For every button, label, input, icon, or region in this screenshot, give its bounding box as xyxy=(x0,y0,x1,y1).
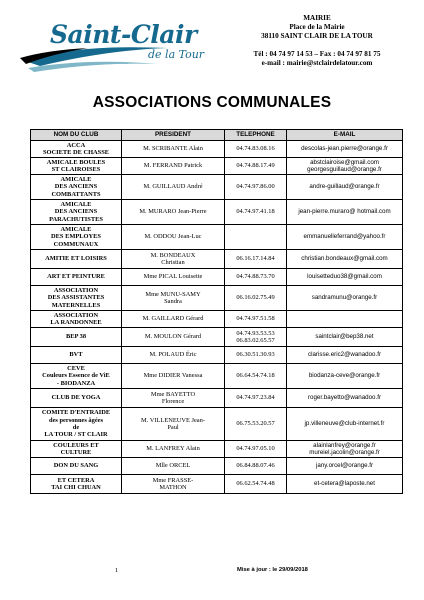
club-cell-line: COMBATTANTS xyxy=(51,190,101,198)
club-cell xyxy=(31,389,122,408)
president-cell xyxy=(122,225,225,250)
president-cell xyxy=(122,389,225,408)
club-cell xyxy=(31,250,122,269)
club-cell xyxy=(31,158,122,175)
club-cell-line: CULTURE xyxy=(60,449,92,456)
phone-cell xyxy=(225,175,287,200)
club-cell-line: BEP 38 xyxy=(65,333,87,341)
club-cell-line: DON DU SANG xyxy=(53,462,99,470)
president-cell-line: M. SCRIBANTE Alain xyxy=(143,145,203,153)
table-row xyxy=(31,311,403,328)
club-cell xyxy=(31,441,122,458)
table-row xyxy=(31,225,403,250)
club-cell xyxy=(31,475,122,494)
club-cell xyxy=(31,269,122,286)
club-cell-line: COULEURS ET xyxy=(53,441,99,449)
club-cell-line: LA TOUR / ST CLAIR xyxy=(44,431,108,439)
phone-cell-line: 04.74.97.05.10 xyxy=(236,445,275,453)
phone-cell-line: 04.74.97.41.18 xyxy=(236,208,275,216)
mairie-line: 38110 SAINT CLAIR DE LA TOUR xyxy=(261,32,373,40)
table-row xyxy=(31,250,403,269)
email-cell xyxy=(287,158,403,175)
phone-cell xyxy=(225,347,287,364)
email-cell-line: descolas-jean.pierre@orange.fr xyxy=(301,145,388,153)
phone-cell-line: 06.84.88.07.46 xyxy=(236,462,275,470)
president-cell xyxy=(122,475,225,494)
email-cell xyxy=(287,458,403,475)
column-header: NOM DU CLUB xyxy=(31,130,122,141)
president-cell-line: M. MOULON Gérard xyxy=(144,333,202,341)
phone-cell xyxy=(225,364,287,389)
club-cell-line: COMITE D'ENTRAIDE xyxy=(41,409,111,417)
club-cell xyxy=(31,200,122,225)
president-cell xyxy=(122,200,225,225)
president-cell-line: Christian xyxy=(161,259,185,266)
email-cell-line: louisetteduo38@gmail.com xyxy=(307,273,382,281)
logo-title: Saint-Clair xyxy=(50,20,197,49)
email-cell xyxy=(287,441,403,458)
email-cell-line: jp.villeneuve@club-internet.fr xyxy=(304,420,385,428)
president-cell-line: M. LANFREY Alain xyxy=(146,445,200,453)
mairie-line: MAIRIE xyxy=(303,14,331,22)
club-cell xyxy=(31,347,122,364)
club-cell xyxy=(31,458,122,475)
phone-cell-line: 06.30.51.30.93 xyxy=(236,351,275,359)
update-date: Mise à jour : le 29/09/2018 xyxy=(237,567,308,573)
president-cell xyxy=(122,250,225,269)
club-cell-line: AMICALE xyxy=(60,200,92,208)
phone-cell-line: 04.74.97.86.00 xyxy=(236,183,275,191)
president-cell xyxy=(122,458,225,475)
mairie-contact-block xyxy=(232,14,402,68)
president-cell-line: M. BONDEAUX xyxy=(150,251,196,259)
president-cell-line: M. ODDOU Jean-Luc xyxy=(144,233,202,241)
president-cell xyxy=(122,441,225,458)
club-cell xyxy=(31,364,122,389)
logo xyxy=(18,14,208,76)
club-cell-line: ACCA xyxy=(66,141,86,149)
president-cell-line: M. VILLENEUVE Jean- xyxy=(141,416,205,424)
club-cell-line: ART ET PEINTURE xyxy=(47,273,105,281)
email-cell-line: andre-guillaud@orange.fr xyxy=(309,183,380,191)
club-cell-line: ST CLAIROISES xyxy=(51,166,101,173)
column-header: E-MAIL xyxy=(287,130,403,141)
president-cell xyxy=(122,311,225,328)
phone-cell xyxy=(225,225,287,250)
phone-cell xyxy=(225,389,287,408)
phone-cell xyxy=(225,200,287,225)
email-cell xyxy=(287,269,403,286)
email-cell xyxy=(287,286,403,311)
table-row xyxy=(31,441,403,458)
phone-cell xyxy=(225,441,287,458)
president-cell xyxy=(122,158,225,175)
phone-cell-line: 04.74.88.17.49 xyxy=(236,162,275,170)
club-cell-line: MATERNELLES xyxy=(51,301,101,309)
club-cell xyxy=(31,175,122,200)
president-cell-line: Mlle ORCEL xyxy=(155,462,191,470)
phone-cell xyxy=(225,311,287,328)
phone-cell xyxy=(225,158,287,175)
president-cell-line: M. POLAUD Éric xyxy=(149,351,197,359)
table-row xyxy=(31,328,403,347)
table-row xyxy=(31,475,403,494)
president-cell xyxy=(122,175,225,200)
table-row xyxy=(31,158,403,175)
column-header: TELEPHONE xyxy=(225,130,287,141)
club-cell-line: de xyxy=(72,424,80,431)
table-row xyxy=(31,141,403,158)
club-cell-line: ET CETERA xyxy=(57,476,95,484)
club-cell-line: AMITIE ET LOISIRS xyxy=(45,255,107,263)
email-cell-line: roger.bayetto@wanadoo.fr xyxy=(307,394,381,402)
club-cell-line: BVT xyxy=(69,351,83,359)
president-cell-line: Florence xyxy=(161,398,185,405)
email-cell-line: christian.bondeaux@gmail.com xyxy=(301,255,388,263)
column-header: PRESIDENT xyxy=(122,130,225,141)
club-cell-line: DES ANCIENS xyxy=(54,208,98,216)
logo-subtitle: de la Tour xyxy=(148,48,205,61)
club-cell-line: TAI CHI CHUAN xyxy=(51,484,101,491)
page-title: ASSOCIATIONS COMMUNALES xyxy=(92,94,332,111)
phone-cell xyxy=(225,286,287,311)
phone-cell-line: 04.74.88.73.70 xyxy=(236,273,275,281)
phone-cell-line: 06.75.53.20.57 xyxy=(236,420,275,428)
phone-cell-line: 06.16.17.14.84 xyxy=(236,255,275,263)
email-cell-line: jany.orcel@orange.fr xyxy=(315,462,374,470)
club-cell xyxy=(31,328,122,347)
club-cell-line: Couleurs Essence de ViE xyxy=(42,372,110,380)
mairie-line: e-mail : mairie@stclairdelatour.com xyxy=(261,59,373,67)
email-cell xyxy=(287,408,403,441)
phone-cell-line: 06.64.54.74.18 xyxy=(236,372,275,380)
club-cell-line: DES ASSISTANTES xyxy=(47,294,105,302)
email-cell-line: jean-pierre.muraro@ hotmail.com xyxy=(298,208,391,216)
table-row xyxy=(31,175,403,200)
president-cell-line: Sandra xyxy=(164,298,182,305)
page-number: 1 xyxy=(115,567,119,574)
phone-cell-line: 04.74.93.53.53 xyxy=(236,329,275,337)
president-cell-line: Mme PICAL Louisette xyxy=(143,273,203,281)
table-row xyxy=(31,200,403,225)
phone-cell xyxy=(225,475,287,494)
president-cell-line: M. MURARO Jean-Pierre xyxy=(139,208,207,216)
mairie-line: Tél : 04 74 97 14 53 – Fax : 04 74 97 81 75 xyxy=(253,50,381,58)
president-cell-line: M. GUILLAUD André xyxy=(143,183,203,191)
email-cell xyxy=(287,347,403,364)
phone-cell xyxy=(225,458,287,475)
club-cell-line: ASSOCIATION xyxy=(53,286,99,294)
president-cell xyxy=(122,364,225,389)
president-cell-line: Mme BAYETTO xyxy=(150,390,196,398)
email-cell xyxy=(287,225,403,250)
email-cell xyxy=(287,364,403,389)
email-cell xyxy=(287,175,403,200)
club-cell-line: DES EMPLOYES xyxy=(51,233,101,241)
associations-table xyxy=(30,129,403,494)
club-cell-line: SOCIETE DE CHASSE xyxy=(42,149,110,156)
email-cell-line: mureiel.jacolin@orange.fr xyxy=(309,449,380,456)
email-cell-line: abstclairoise@gmail.com xyxy=(310,158,379,166)
email-cell-line: alainlanfrey@orange.fr xyxy=(313,441,376,449)
email-cell xyxy=(287,200,403,225)
phone-cell xyxy=(225,269,287,286)
phone-cell-line: 06.62.54.74.48 xyxy=(236,480,275,488)
email-cell-line: clarisse.eric2@wanadoo.fr xyxy=(308,351,381,359)
president-cell xyxy=(122,141,225,158)
email-cell-line: et-cetera@laposte.net xyxy=(314,480,375,488)
email-cell xyxy=(287,475,403,494)
email-cell-line: biodanza-ceve@orange.fr xyxy=(308,372,381,380)
club-cell xyxy=(31,225,122,250)
president-cell xyxy=(122,286,225,311)
phone-cell xyxy=(225,141,287,158)
phone-cell-line: 04.74.97.51.58 xyxy=(236,315,275,323)
club-cell-line: PARACHUTISTES xyxy=(49,215,103,223)
president-cell-line: Mme DIDIER Vanessa xyxy=(143,372,203,380)
club-cell xyxy=(31,408,122,441)
table-row xyxy=(31,458,403,475)
email-cell xyxy=(287,328,403,347)
email-cell xyxy=(287,389,403,408)
phone-cell-line: 04.74.97.23.84 xyxy=(236,394,275,402)
phone-cell xyxy=(225,328,287,347)
mairie-line: Place de la Mairie xyxy=(289,23,345,31)
club-cell-line: CEVE xyxy=(67,364,85,372)
president-cell xyxy=(122,328,225,347)
phone-cell xyxy=(225,250,287,269)
club-cell-line: AMICALE xyxy=(60,225,92,233)
club-cell-line: - BIODANZA xyxy=(56,379,96,387)
president-cell-line: MATHON xyxy=(159,484,187,491)
email-cell xyxy=(287,141,403,158)
table-row xyxy=(31,286,403,311)
phone-cell-line: 06.83.02.65.57 xyxy=(236,337,275,344)
phone-cell-line: 04.74.83.08.16 xyxy=(236,145,275,153)
club-cell-line: AMICALE BOULES xyxy=(46,158,106,166)
email-cell xyxy=(287,250,403,269)
email-cell-line: saintclair@bep38.net xyxy=(315,333,374,341)
club-cell-line: COMMUNAUX xyxy=(53,240,99,248)
president-cell-line: Paul xyxy=(167,424,179,431)
president-cell-line: M. GAILLARD Gérard xyxy=(142,315,204,323)
president-cell xyxy=(122,269,225,286)
president-cell-line: M. FERRAND Patrick xyxy=(143,162,203,170)
email-cell-line: emmanuelleferrand@yahoo.fr xyxy=(303,233,386,241)
phone-cell xyxy=(225,408,287,441)
table-row xyxy=(31,389,403,408)
club-cell xyxy=(31,286,122,311)
club-cell-line: DES ANCIENS xyxy=(54,183,98,191)
club-cell xyxy=(31,141,122,158)
email-cell xyxy=(287,311,403,328)
email-cell-line: georgesguillaud@orange.fr xyxy=(307,166,382,173)
email-cell-line: sandramunu@orange.fr xyxy=(311,294,378,302)
club-cell-line: AMICALE xyxy=(60,175,92,183)
table-row xyxy=(31,408,403,441)
president-cell-line: Mme MUNU-SAMY xyxy=(145,290,201,298)
president-cell xyxy=(122,347,225,364)
phone-cell-line: 06.16.02.75.49 xyxy=(236,294,275,302)
president-cell xyxy=(122,408,225,441)
club-cell-line: ASSOCIATION xyxy=(53,311,99,319)
president-cell-line: Mme FRASSE- xyxy=(152,476,194,484)
club-cell-line: des personnes âgées xyxy=(49,416,103,424)
club-cell-line: LA RANDONNEE xyxy=(50,319,102,326)
club-cell-line: CLUB DE YOGA xyxy=(51,394,101,402)
club-cell xyxy=(31,311,122,328)
table-row xyxy=(31,347,403,364)
table-row xyxy=(31,269,403,286)
table-header-row xyxy=(31,130,403,141)
table-row xyxy=(31,364,403,389)
